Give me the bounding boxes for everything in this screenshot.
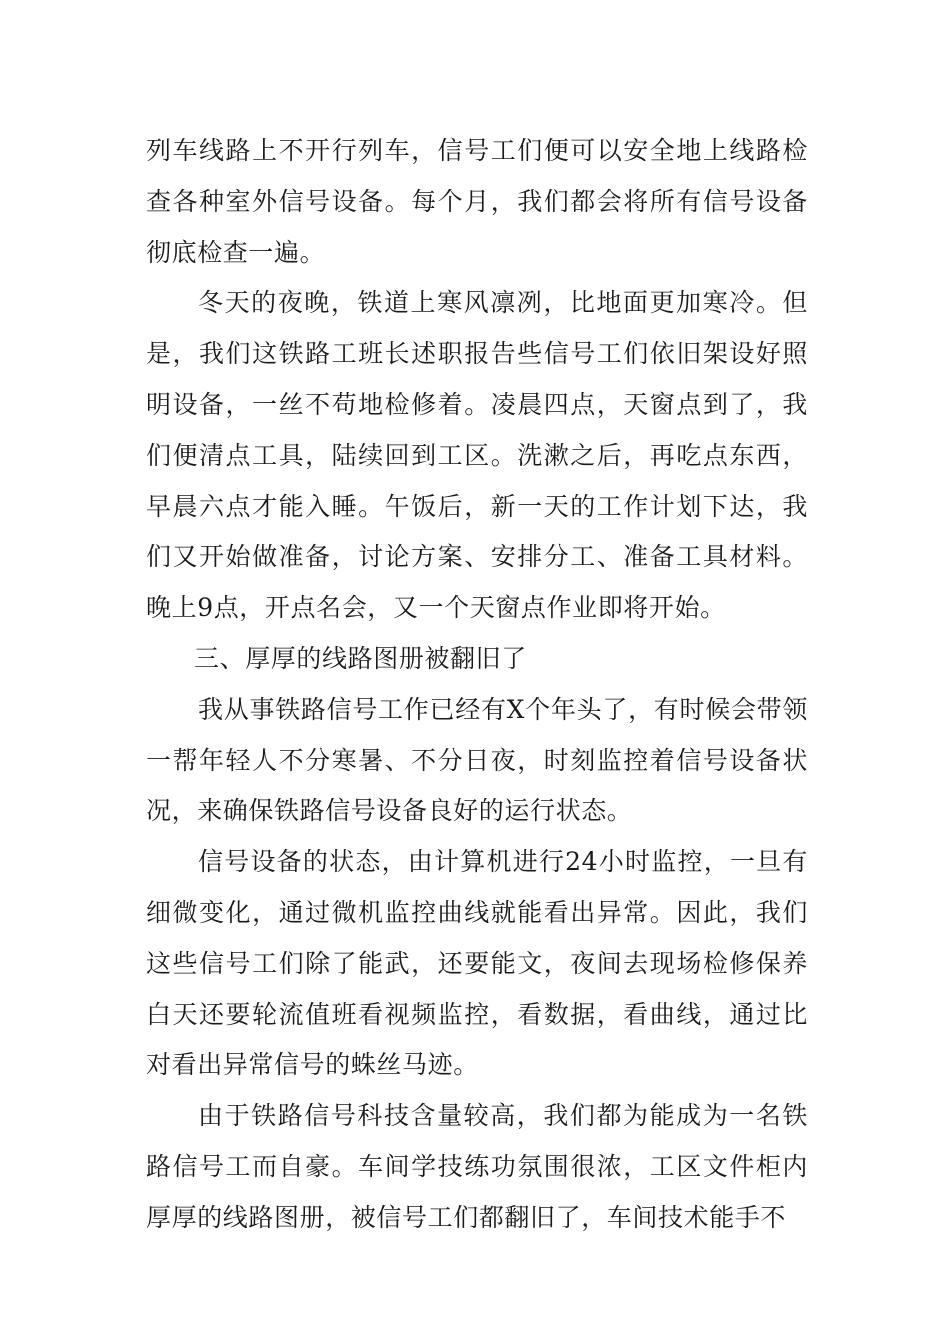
document-body [146, 126, 808, 1244]
paragraph-monitoring: 信号设备的状态，由计算机进行24小时监控，一旦有细微变化，通过微机监控曲线就能看出异常。因此，我们这些信号工们除了能武，还要能文，夜间去现场检修保养白天还要轮流值班看视频监控，看数据，看曲线，通过比对看出异常信号的蛛丝马迹。 [146, 847, 808, 1080]
paragraph-pride: 由于铁路信号科技含量较高，我们都为能成为一名铁路信号工而自豪。车间学技练功氛围很浓，工区文件柜内厚厚的线路图册，被信号工们都翻旧了，车间技术能手不 [146, 1101, 808, 1232]
paragraph-years-of-work: 我从事铁路信号工作已经有X个年头了，有时候会带领一帮年轻人不分寒暑、不分日夜，时刻监控着信号设备状况，来确保铁路信号设备良好的运行状态。 [146, 694, 808, 826]
paragraph-continuation: 列车线路上不开行列车，信号工们便可以安全地上线路检查各种室外信号设备。每个月，我们都会将所有信号设备彻底检查一遍。 [146, 136, 808, 267]
section-heading: 三、厚厚的线路图册被翻旧了 [194, 643, 527, 673]
paragraph-winter-night: 冬天的夜晚，铁道上寒风凛冽，比地面更加寒冷。但是，我们这铁路工班长述职报告些信号工们依旧架设好照明设备，一丝不苟地检修着。凌晨四点，天窗点到了，我们便清点工具，陆续回到工区。洗漱之后，再吃点东西，早晨六点才能入睡。午饭后，新一天的工作计划下达，我们又开始做准备，讨论方案、安排分工、准备工具材料。晚上9点，开点名会，又一个天窗点作业即将开始。 [146, 288, 808, 623]
